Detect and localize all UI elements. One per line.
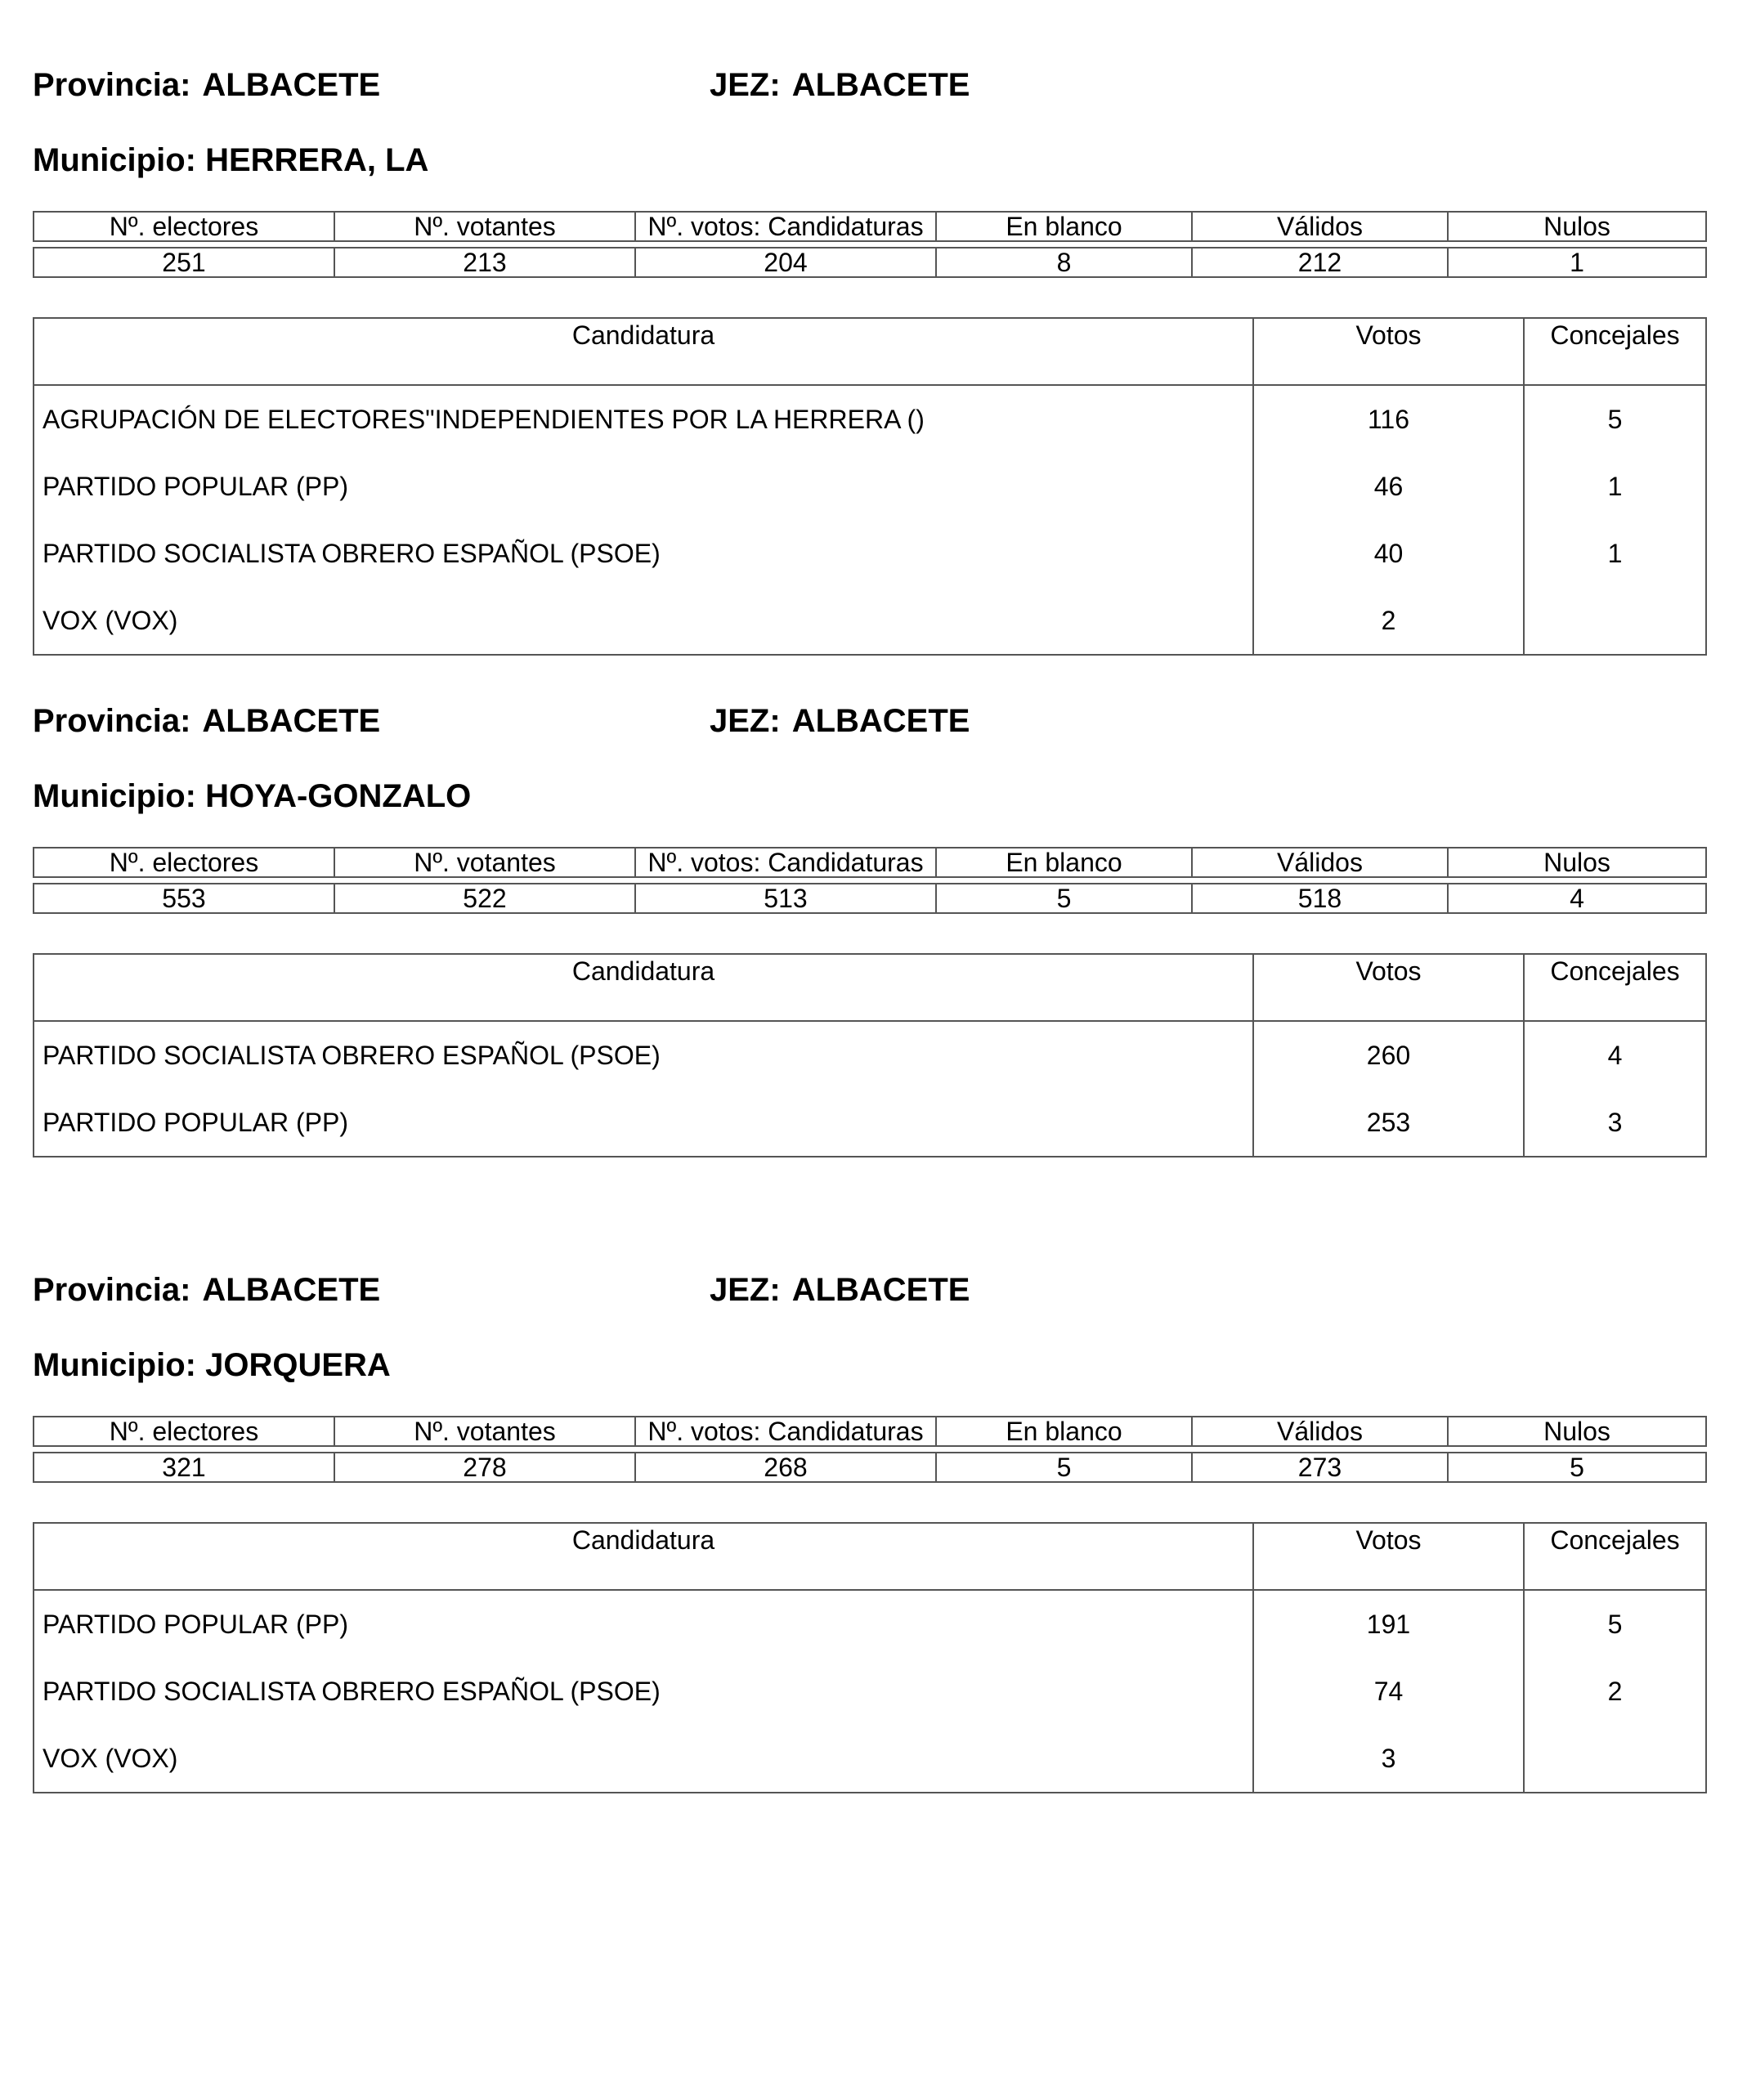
candidatura-concejales: 4 xyxy=(1524,1021,1706,1089)
header-validos: Válidos xyxy=(1192,1417,1448,1446)
value-electores: 251 xyxy=(34,248,334,277)
candidatura-votos: 74 xyxy=(1253,1658,1524,1725)
jez-value: ALBACETE xyxy=(791,1272,970,1308)
candidatura-name: PARTIDO POPULAR (PP) xyxy=(34,1089,1253,1157)
value-votantes: 522 xyxy=(334,884,635,913)
value-votos-candidaturas: 204 xyxy=(635,248,936,277)
value-validos: 212 xyxy=(1192,248,1448,277)
header-votos-candidaturas: Nº. votos: Candidaturas xyxy=(635,848,936,877)
summary-values-table xyxy=(33,1452,1707,1483)
provincia-value: ALBACETE xyxy=(202,703,381,739)
candidaturas-table xyxy=(33,317,1707,656)
value-validos: 273 xyxy=(1192,1453,1448,1482)
candidatura-concejales: 2 xyxy=(1524,1658,1706,1725)
provincia-header xyxy=(33,69,380,101)
provincia-value: ALBACETE xyxy=(202,1272,381,1308)
summary-header-table xyxy=(33,1416,1707,1447)
value-en-blanco: 8 xyxy=(936,248,1192,277)
header-votos: Votos xyxy=(1253,954,1524,1021)
table-row xyxy=(34,587,1706,655)
table-row xyxy=(34,385,1706,453)
value-nulos: 5 xyxy=(1448,1453,1706,1482)
header-validos: Válidos xyxy=(1192,212,1448,241)
header-votantes: Nº. votantes xyxy=(334,1417,635,1446)
header-votantes: Nº. votantes xyxy=(334,848,635,877)
jez-value: ALBACETE xyxy=(791,67,970,103)
header-candidatura: Candidatura xyxy=(34,318,1253,385)
provincia-label: Provincia: xyxy=(33,703,191,739)
candidatura-votos: 2 xyxy=(1253,587,1524,655)
header-nulos: Nulos xyxy=(1448,212,1706,241)
candidatura-name: AGRUPACIÓN DE ELECTORES"INDEPENDIENTES POR LA HERRERA () xyxy=(34,385,1253,453)
value-nulos: 4 xyxy=(1448,884,1706,913)
candidatura-votos: 116 xyxy=(1253,385,1524,453)
candidatura-concejales: 1 xyxy=(1524,453,1706,520)
value-nulos: 1 xyxy=(1448,248,1706,277)
jez-header xyxy=(710,1274,970,1306)
summary-values-table xyxy=(33,883,1707,914)
table-row xyxy=(34,1658,1706,1725)
candidatura-concejales xyxy=(1524,1725,1706,1793)
municipio-header xyxy=(33,780,471,813)
jez-value: ALBACETE xyxy=(791,703,970,739)
value-validos: 518 xyxy=(1192,884,1448,913)
header-nulos: Nulos xyxy=(1448,848,1706,877)
table-row xyxy=(34,1021,1706,1089)
municipio-value: HOYA-GONZALO xyxy=(205,778,472,814)
candidatura-name: PARTIDO SOCIALISTA OBRERO ESPAÑOL (PSOE) xyxy=(34,1021,1253,1089)
value-votantes: 278 xyxy=(334,1453,635,1482)
header-nulos: Nulos xyxy=(1448,1417,1706,1446)
municipio-label: Municipio: xyxy=(33,778,196,814)
candidatura-name: PARTIDO SOCIALISTA OBRERO ESPAÑOL (PSOE) xyxy=(34,1658,1253,1725)
summary-values-table xyxy=(33,247,1707,278)
candidatura-name: VOX (VOX) xyxy=(34,587,1253,655)
candidatura-votos: 260 xyxy=(1253,1021,1524,1089)
value-en-blanco: 5 xyxy=(936,884,1192,913)
jez-header xyxy=(710,705,970,737)
header-en-blanco: En blanco xyxy=(936,212,1192,241)
summary-header-table xyxy=(33,211,1707,242)
provincia-label: Provincia: xyxy=(33,1272,191,1308)
header-concejales: Concejales xyxy=(1524,1523,1706,1590)
header-votos: Votos xyxy=(1253,318,1524,385)
header-candidatura: Candidatura xyxy=(34,954,1253,1021)
candidatura-name: VOX (VOX) xyxy=(34,1725,1253,1793)
value-votos-candidaturas: 268 xyxy=(635,1453,936,1482)
candidaturas-table xyxy=(33,953,1707,1157)
header-votos-candidaturas: Nº. votos: Candidaturas xyxy=(635,212,936,241)
header-candidatura: Candidatura xyxy=(34,1523,1253,1590)
candidatura-votos: 46 xyxy=(1253,453,1524,520)
header-concejales: Concejales xyxy=(1524,318,1706,385)
candidatura-concejales: 1 xyxy=(1524,520,1706,587)
jez-header xyxy=(710,69,970,101)
municipio-header xyxy=(33,1349,391,1381)
table-row xyxy=(34,1590,1706,1658)
candidatura-votos: 253 xyxy=(1253,1089,1524,1157)
provincia-header xyxy=(33,1274,380,1306)
summary-header-table xyxy=(33,847,1707,878)
jez-label: JEZ: xyxy=(710,1272,781,1308)
candidatura-votos: 191 xyxy=(1253,1590,1524,1658)
candidatura-concejales xyxy=(1524,587,1706,655)
value-votos-candidaturas: 513 xyxy=(635,884,936,913)
jez-label: JEZ: xyxy=(710,67,781,103)
header-concejales: Concejales xyxy=(1524,954,1706,1021)
header-en-blanco: En blanco xyxy=(936,848,1192,877)
value-en-blanco: 5 xyxy=(936,1453,1192,1482)
table-row xyxy=(34,1725,1706,1793)
municipio-label: Municipio: xyxy=(33,142,196,178)
municipio-value: HERRERA, LA xyxy=(205,142,429,178)
jez-label: JEZ: xyxy=(710,703,781,739)
provincia-header xyxy=(33,705,380,737)
provincia-label: Provincia: xyxy=(33,67,191,103)
candidatura-name: PARTIDO POPULAR (PP) xyxy=(34,453,1253,520)
municipio-label: Municipio: xyxy=(33,1347,196,1383)
candidatura-concejales: 5 xyxy=(1524,385,1706,453)
table-row xyxy=(34,1089,1706,1157)
header-votantes: Nº. votantes xyxy=(334,212,635,241)
header-electores: Nº. electores xyxy=(34,1417,334,1446)
value-electores: 321 xyxy=(34,1453,334,1482)
header-votos-candidaturas: Nº. votos: Candidaturas xyxy=(635,1417,936,1446)
header-electores: Nº. electores xyxy=(34,212,334,241)
header-electores: Nº. electores xyxy=(34,848,334,877)
value-votantes: 213 xyxy=(334,248,635,277)
provincia-value: ALBACETE xyxy=(202,67,381,103)
value-electores: 553 xyxy=(34,884,334,913)
candidatura-concejales: 3 xyxy=(1524,1089,1706,1157)
candidatura-votos: 3 xyxy=(1253,1725,1524,1793)
table-row xyxy=(34,453,1706,520)
candidatura-name: PARTIDO POPULAR (PP) xyxy=(34,1590,1253,1658)
municipio-value: JORQUERA xyxy=(205,1347,391,1383)
municipio-header xyxy=(33,144,428,177)
candidatura-name: PARTIDO SOCIALISTA OBRERO ESPAÑOL (PSOE) xyxy=(34,520,1253,587)
header-validos: Válidos xyxy=(1192,848,1448,877)
header-votos: Votos xyxy=(1253,1523,1524,1590)
header-en-blanco: En blanco xyxy=(936,1417,1192,1446)
table-row xyxy=(34,520,1706,587)
candidatura-votos: 40 xyxy=(1253,520,1524,587)
candidaturas-table xyxy=(33,1522,1707,1793)
candidatura-concejales: 5 xyxy=(1524,1590,1706,1658)
